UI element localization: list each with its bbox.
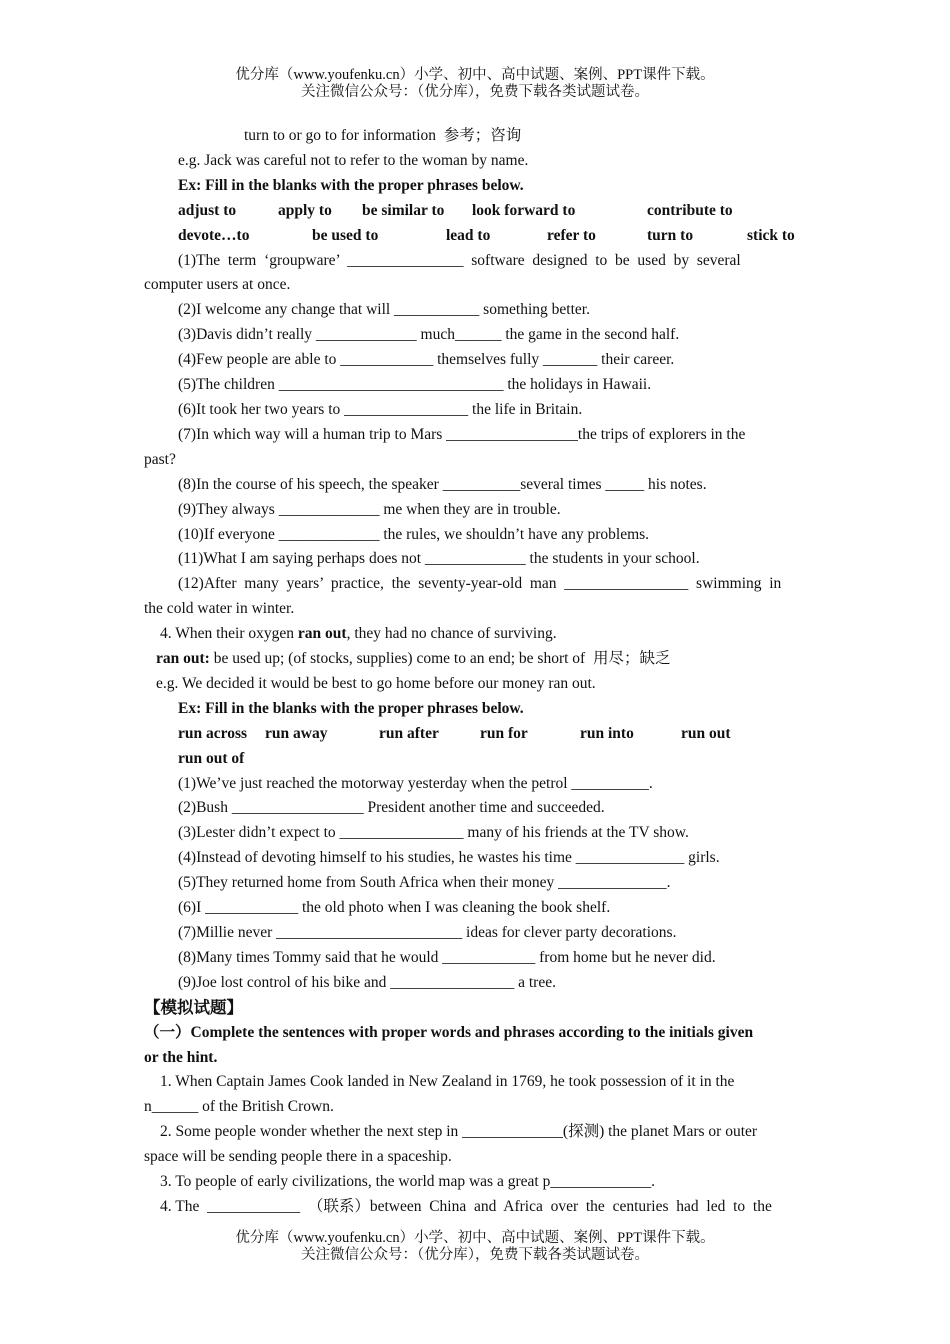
ex2-q7: (7)Millie never ________________________ ideas for clever party decorations.: [178, 924, 677, 941]
page-header: [0, 67, 950, 101]
phrase-item: run into: [580, 724, 634, 742]
runout-def-text: be used up; (of stocks, supplies) come to an end; be short of 用尽；缺乏: [209, 650, 671, 668]
ex1-q9: (9)They always _____________ me when they are in trouble.: [178, 500, 561, 518]
runout-definition: [144, 647, 806, 672]
phrase-item: run across: [178, 724, 248, 742]
ex1-q8: (8)In the course of his speech, the speaker __________several times _____ his notes.: [178, 475, 707, 493]
footer-line-2: 关注微信公众号：（优分库），免费下载各类试题试卷。: [301, 1247, 649, 1263]
ex1-q10: (10)If everyone _____________ the rules, we shouldn’t have any problems.: [178, 525, 650, 543]
ex2-q8: (8)Many times Tommy said that he would ____________ from home but he never did.: [178, 948, 716, 966]
phrase-item: run away: [265, 724, 328, 742]
phrase-item: devote…to: [178, 226, 250, 244]
header-line-1: 优分库（www.youfenku.cn）小学、初中、高中试题、案例、PPT课件下载。: [235, 67, 715, 83]
ex1-q6: (6)It took her two years to ________________ the life in Britain.: [178, 400, 583, 418]
ex1-phrase-row-2: [144, 224, 806, 249]
phrase-item: run after: [379, 724, 439, 742]
refer-example: e.g. Jack was careful not to refer to the woman by name.: [178, 151, 529, 169]
ex2-q2: (2)Bush _________________ President another time and succeeded.: [178, 799, 605, 817]
phrase-item: apply to: [278, 201, 332, 219]
runout-def-term: ran out:: [156, 650, 210, 668]
ex1-q2: (2)I welcome any change that will ___________ something better.: [178, 301, 590, 319]
runout-item-post: , they had no chance of surviving.: [346, 625, 557, 643]
ex2-q4: (4)Instead of devoting himself to his studies, he wastes his time ______________ girls.: [178, 849, 720, 867]
refer-definition: turn to or go to for information 参考；咨询: [244, 127, 522, 144]
header-line-2: 关注微信公众号：（优分库），免费下载各类试题试卷。: [301, 84, 649, 100]
phrase-item: be similar to: [362, 201, 445, 219]
ex1-q1-line-2: computer users at once.: [144, 276, 291, 294]
mock-s2-line-1: 2. Some people wonder whether the next step in _____________(探测) the planet Mars or outer: [160, 1123, 758, 1141]
ex2-q6: (6)I ____________ the old photo when I was cleaning the book shelf.: [178, 899, 611, 917]
footer-line-1: 优分库（www.youfenku.cn）小学、初中、高中试题、案例、PPT课件下载。: [235, 1230, 715, 1246]
phrase-item: be used to: [312, 226, 379, 244]
ex1-phrase-row-1: [144, 199, 806, 224]
ex1-q1-line-1: (1)The term ‘groupware’ _______________ software designed to be used by several: [178, 251, 741, 269]
mock-section-title: 【模拟试题】: [144, 997, 243, 1017]
phrase-item: stick to: [747, 226, 795, 244]
ex1-q12-line-2: the cold water in winter.: [144, 600, 295, 618]
ex2-phrase-row-2: run out of: [178, 749, 245, 767]
runout-example: e.g. We decided it would be best to go home before our money ran out.: [156, 674, 596, 692]
mock-part1-instruction-line-2: or the hint.: [144, 1048, 218, 1066]
ex1-q12-line-1: (12)After many years’ practice, the seventy-year-old man ________________ swimming in: [178, 575, 782, 593]
document-body: [144, 124, 806, 1220]
phrase-item: lead to: [446, 226, 491, 244]
ex2-q3: (3)Lester didn’t expect to ________________ many of his friends at the TV show.: [178, 824, 689, 842]
ex2-q9: (9)Joe lost control of his bike and ________________ a tree.: [178, 973, 556, 991]
page-footer: [0, 1230, 950, 1264]
phrase-item: turn to: [647, 226, 694, 244]
ex2-title: Ex: Fill in the blanks with the proper phrases below.: [178, 699, 524, 717]
mock-s1-line-2: n______ of the British Crown.: [144, 1098, 334, 1116]
ex2-phrase-row-1: [144, 722, 806, 747]
mock-s1-line-1: 1. When Captain James Cook landed in New Zealand in 1769, he took possession of it in the: [160, 1073, 735, 1091]
ex1-q7-line-2: past?: [144, 450, 176, 468]
ex1-q5: (5)The children _____________________________ the holidays in Hawaii.: [178, 376, 652, 394]
phrase-item: look forward to: [472, 201, 576, 219]
ex1-title: Ex: Fill in the blanks with the proper phrases below.: [178, 176, 524, 194]
mock-s4-line-1: 4. The ____________ （联系）between China and Africa over the centuries had led to the: [160, 1197, 772, 1215]
mock-s2-line-2: space will be sending people there in a spaceship.: [144, 1148, 452, 1166]
ex1-q7-line-1: (7)In which way will a human trip to Mars _________________the trips of explorers in the: [178, 425, 746, 443]
phrase-item: adjust to: [178, 201, 237, 219]
ex1-q3: (3)Davis didn’t really _____________ much______ the game in the second half.: [178, 326, 680, 344]
mock-part1-instruction-line-1: （一）Complete the sentences with proper words and phrases according to the initials given: [144, 1023, 754, 1041]
runout-item: [144, 622, 806, 647]
ex1-q11: (11)What I am saying perhaps does not _____________ the students in your school.: [178, 550, 700, 568]
ex2-q1: (1)We’ve just reached the motorway yesterday when the petrol __________.: [178, 774, 653, 792]
phrase-item: contribute to: [647, 201, 733, 219]
phrase-item: refer to: [547, 226, 596, 244]
runout-item-bold: ran out: [297, 625, 347, 643]
ex2-q5: (5)They returned home from South Africa when their money ______________.: [178, 874, 671, 892]
ex1-q4: (4)Few people are able to ____________ themselves fully _______ their career.: [178, 351, 675, 369]
phrase-item: run out: [681, 724, 731, 742]
phrase-item: run for: [480, 724, 528, 742]
mock-s3: 3. To people of early civilizations, the world map was a great p_____________.: [160, 1173, 655, 1191]
runout-item-pre: 4. When their oxygen: [160, 625, 298, 643]
